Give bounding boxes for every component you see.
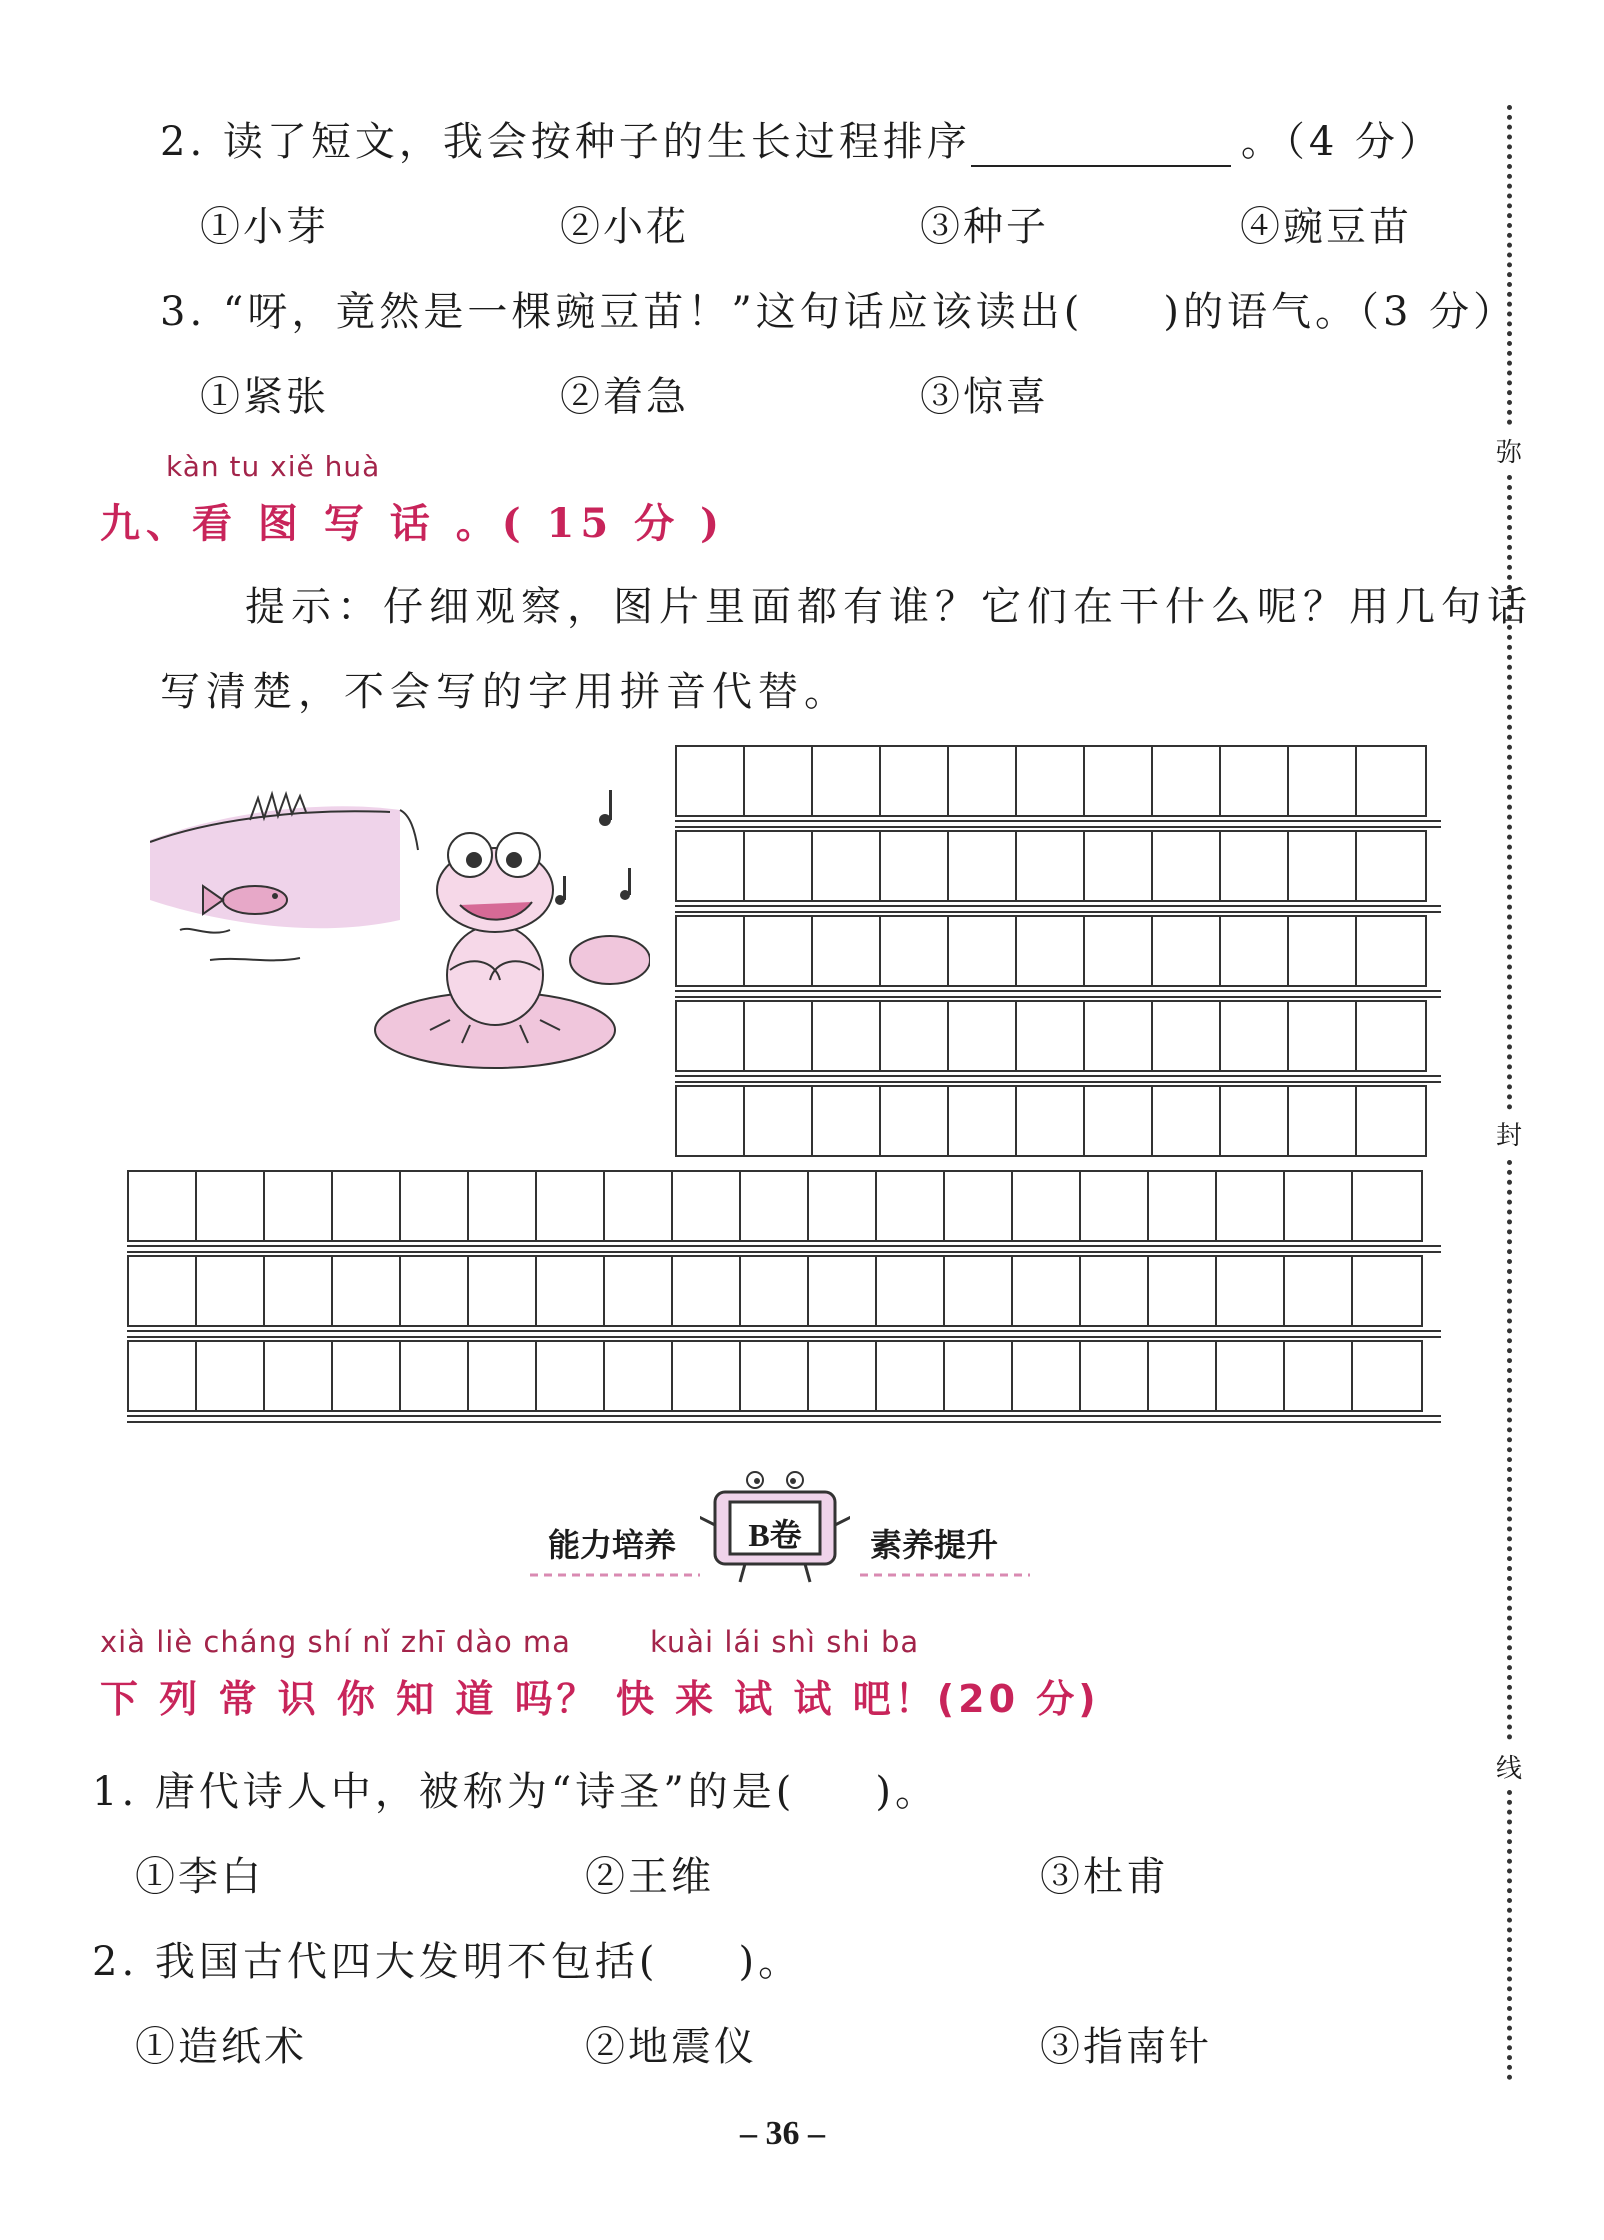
q2-option-4[interactable]: ④豌豆苗 (1240, 204, 1412, 250)
writing-grid-row[interactable] (675, 745, 1427, 817)
writing-grid-row[interactable] (675, 1085, 1427, 1157)
binding-label-mi: 弥 (1496, 438, 1523, 468)
question-2 (160, 110, 1443, 167)
page-number: – 36 – (740, 2115, 825, 2152)
q2-option-1[interactable]: ①小芽 (200, 204, 329, 250)
frog-picture (150, 780, 650, 1080)
writing-grid-row[interactable] (675, 830, 1427, 902)
section9-hint-line2: 写清楚，不会写的字用拼音代替。 (160, 669, 850, 715)
q3-option-2[interactable]: ②着急 (560, 374, 689, 420)
banner-right: 素养提升 (870, 1526, 999, 1564)
q3-option-3[interactable]: ③惊喜 (920, 374, 1049, 420)
b-question-1-text: 1. 唐代诗人中，被称为“诗圣”的是( (92, 1769, 796, 1815)
section9-pinyin: kàn tu xiě huà (166, 450, 381, 483)
question-3-tail: )的语气。（3 分） (1163, 289, 1518, 335)
b-q2-option-2[interactable]: ②地震仪 (585, 2024, 757, 2070)
q3-option-1[interactable]: ①紧张 (200, 374, 329, 420)
b-question-2-tail: )。 (738, 1939, 803, 1985)
banner-left: 能力培养 (548, 1526, 677, 1564)
b-question-1-tail: )。 (875, 1769, 939, 1815)
section9-hint-line1: 提示：仔细观察，图片里面都有谁？它们在干什么呢？用几句话 (245, 584, 1533, 630)
binding-line (1507, 1160, 1512, 1740)
sectionb-title: 下 列 常 识 你 知 道 吗？ 快 来 试 试 吧！(20 分) (100, 1677, 1100, 1721)
q2-option-2[interactable]: ②小花 (560, 204, 689, 250)
writing-grid-row[interactable] (127, 1170, 1423, 1242)
b-q1-option-3[interactable]: ③杜甫 (1040, 1854, 1169, 1900)
music-note-icon (555, 790, 631, 905)
writing-grid-row[interactable] (675, 915, 1427, 987)
binding-line (1507, 1790, 1512, 2080)
q2-option-3[interactable]: ③种子 (920, 204, 1049, 250)
binding-label-feng: 封 (1496, 1121, 1523, 1151)
question-3 (160, 280, 1517, 337)
question-2-tail: 。（4 分） (1240, 119, 1444, 165)
writing-grid-row[interactable] (127, 1340, 1423, 1412)
banner-underline (530, 1568, 1030, 1582)
section9-title: 九、看 图 写 话 。( 15 分 ) (100, 500, 725, 547)
b-question-1 (92, 1760, 939, 1817)
b-q2-option-3[interactable]: ③指南针 (1040, 2024, 1212, 2070)
b-question-2 (92, 1930, 802, 1987)
answer-blank[interactable] (971, 125, 1231, 167)
question-2-text: 2. 读了短文，我会按种子的生长过程排序 (160, 119, 971, 165)
writing-grid-row[interactable] (127, 1255, 1423, 1327)
binding-line (1507, 475, 1512, 1110)
sectionb-pinyin-right: kuài lái shì shi ba (650, 1625, 920, 1659)
writing-grid-row[interactable] (675, 1000, 1427, 1072)
binding-line (1507, 105, 1512, 425)
b-q1-option-1[interactable]: ①李白 (135, 1854, 264, 1900)
badge-label: B卷 (748, 1517, 802, 1553)
b-question-2-text: 2. 我国古代四大发明不包括( (92, 1939, 659, 1985)
b-q2-option-1[interactable]: ①造纸术 (135, 2024, 307, 2070)
sectionb-pinyin-left: xià liè cháng shí nǐ zhī dào ma (100, 1625, 571, 1659)
binding-label-xian: 线 (1496, 1754, 1523, 1784)
question-3-text: 3. “呀，竟然是一棵豌豆苗！”这句话应该读出( (160, 289, 1084, 335)
b-q1-option-2[interactable]: ②王维 (585, 1854, 714, 1900)
